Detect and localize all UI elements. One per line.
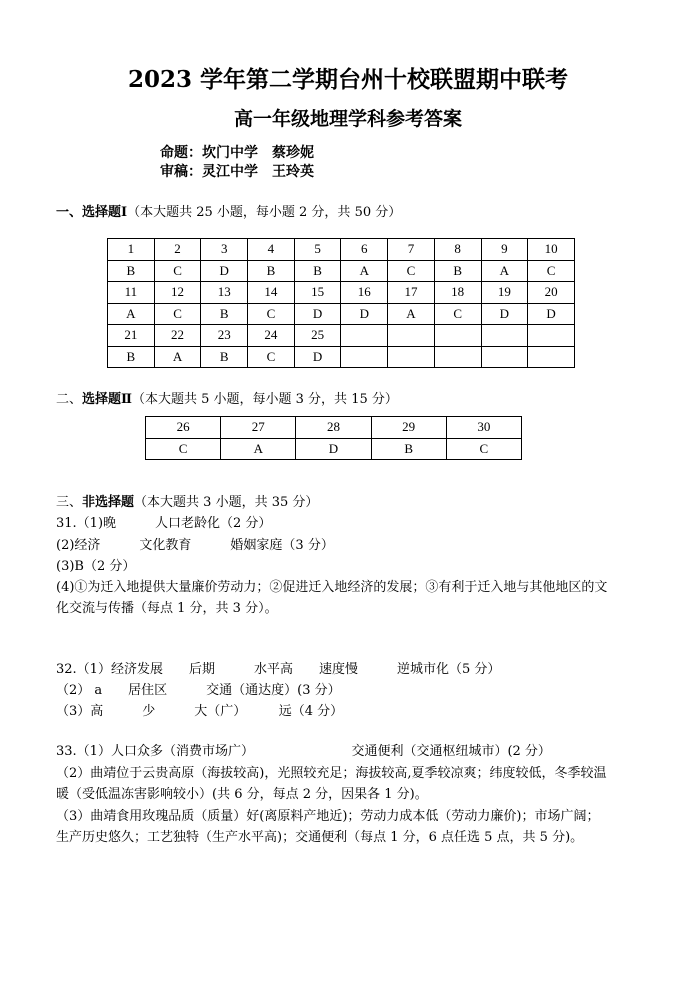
- question-number-cell: 18: [434, 282, 481, 304]
- answer-cell: A: [388, 303, 435, 325]
- q31-line: 31.（1)晚 人口老龄化（2 分）: [56, 516, 272, 531]
- answer-cell: B: [434, 260, 481, 282]
- question-number-cell: 11: [108, 282, 155, 304]
- answer-cell: B: [371, 438, 446, 460]
- answer-cell: B: [108, 346, 155, 368]
- answer-cell: [341, 346, 388, 368]
- answer-cell: C: [154, 260, 201, 282]
- answer-cell: D: [341, 303, 388, 325]
- section3-note: （本大题共 3 小题，共 35 分）: [134, 495, 319, 510]
- question-number-cell: 17: [388, 282, 435, 304]
- answer-cell: B: [201, 303, 248, 325]
- answer-cell: D: [481, 303, 528, 325]
- question-number-cell: 2: [154, 239, 201, 261]
- answer-row: [146, 438, 522, 460]
- answer-cell: C: [248, 346, 295, 368]
- section1-title: 一、选择题Ⅰ: [56, 205, 128, 220]
- answer-row: [108, 346, 575, 368]
- section2-prefix: 二、: [56, 392, 83, 407]
- answer-cell: A: [341, 260, 388, 282]
- question-number-cell: 20: [528, 282, 575, 304]
- answer-cell: A: [154, 346, 201, 368]
- q31-line: (3)B（2 分）: [56, 559, 136, 574]
- question-number-cell: 8: [434, 239, 481, 261]
- question-number-cell: 6: [341, 239, 388, 261]
- section1-heading: [56, 204, 401, 222]
- question-number-cell: 25: [294, 325, 341, 347]
- answer-cell: A: [221, 438, 296, 460]
- answer-cell: B: [201, 346, 248, 368]
- question-number-cell: 10: [528, 239, 575, 261]
- question-number-cell: [528, 325, 575, 347]
- question-number-cell: 9: [481, 239, 528, 261]
- answer-cell: D: [528, 303, 575, 325]
- q31-line: 化交流与传播（每点 1 分，共 3 分）。: [56, 601, 278, 616]
- section2-title: 选择题Ⅱ: [82, 392, 132, 407]
- q32-line: 32.（1）经济发展 后期 水平高 速度慢 逆城市化（5 分）: [56, 662, 501, 677]
- question-number-cell: 27: [221, 417, 296, 439]
- answer-cell: C: [388, 260, 435, 282]
- answer-cell: C: [446, 438, 521, 460]
- question-number-cell: 26: [146, 417, 221, 439]
- answer-cell: [481, 346, 528, 368]
- q33-line: 暖（受低温冻害影响较小）(共 6 分，每点 2 分，因果各 1 分)。: [56, 787, 428, 802]
- question-number-cell: 22: [154, 325, 201, 347]
- q33-line: 生产历史悠久；工艺独特（生产水平高)；交通便利（每点 1 分，6 点任选 5 点，共 5 分)。: [56, 830, 584, 845]
- question-number-cell: 12: [154, 282, 201, 304]
- question-number-cell: 28: [296, 417, 371, 439]
- answer-cell: [388, 346, 435, 368]
- reviewer-line: 审稿：灵江中学 王玲英: [160, 164, 314, 180]
- answer-cell: D: [294, 303, 341, 325]
- section1-note: （本大题共 25 小题，每小题 2 分，共 50 分）: [127, 205, 402, 220]
- answer-cell: C: [248, 303, 295, 325]
- answer-cell: D: [294, 346, 341, 368]
- q32-line: （3）高 少 大（广） 远（4 分）: [56, 704, 344, 719]
- question-number-cell: 5: [294, 239, 341, 261]
- section2-heading: [56, 391, 398, 409]
- answer-cell: A: [108, 303, 155, 325]
- question-number-cell: [341, 325, 388, 347]
- question-number-cell: 4: [248, 239, 295, 261]
- document-title: 2023 学年第二学期台州十校联盟期中联考: [127, 66, 569, 93]
- question-number-cell: [388, 325, 435, 347]
- q31-line: (4)①为迁入地提供大量廉价劳动力；②促进迁入地经济的发展；③有利于迁入地与其他地区的文: [56, 580, 608, 595]
- document-subtitle: 高一年级地理学科参考答案: [233, 108, 462, 130]
- question-number-cell: 16: [341, 282, 388, 304]
- section3-heading: [56, 494, 318, 512]
- question-number-cell: 15: [294, 282, 341, 304]
- q33-line: （3）曲靖食用玫瑰品质（质量）好(离原料产地近)；劳动力成本低（劳动力廉价)；市场广阔；: [56, 809, 600, 824]
- question-number-cell: 3: [201, 239, 248, 261]
- answer-cell: A: [481, 260, 528, 282]
- answer-cell: D: [296, 438, 371, 460]
- section3-title: 非选择题: [82, 495, 135, 510]
- section2-note: （本大题共 5 小题，每小题 3 分，共 15 分）: [131, 392, 398, 407]
- answer-row: [108, 303, 575, 325]
- question-number-cell: 21: [108, 325, 155, 347]
- answer-cell: B: [294, 260, 341, 282]
- question-number-row: [108, 239, 575, 261]
- q33-line: （2）曲靖位于云贵高原（海拔较高)，光照较充足；海拔较高,夏季较凉爽；纬度较低，冬季较温: [56, 766, 607, 781]
- answer-cell: C: [154, 303, 201, 325]
- question-number-cell: 30: [446, 417, 521, 439]
- question-number-cell: 1: [108, 239, 155, 261]
- question-number-cell: 13: [201, 282, 248, 304]
- answer-cell: D: [201, 260, 248, 282]
- question-number-cell: 7: [388, 239, 435, 261]
- question-number-row: [146, 417, 522, 439]
- answer-cell: C: [434, 303, 481, 325]
- answer-cell: [434, 346, 481, 368]
- author-line: 命题：坎门中学 蔡珍妮: [160, 145, 314, 161]
- question-number-cell: 19: [481, 282, 528, 304]
- q33-line: 33.（1）人口众多（消费市场广） 交通便利（交通枢纽城市）(2 分）: [56, 744, 551, 759]
- question-number-row: [108, 325, 575, 347]
- answer-cell: B: [248, 260, 295, 282]
- section1-answer-table: [107, 238, 575, 368]
- answer-cell: [528, 346, 575, 368]
- answer-cell: C: [528, 260, 575, 282]
- answer-cell: C: [146, 438, 221, 460]
- answer-cell: B: [108, 260, 155, 282]
- question-number-cell: [481, 325, 528, 347]
- question-number-cell: 24: [248, 325, 295, 347]
- question-number-row: [108, 282, 575, 304]
- section3-prefix: 三、: [56, 495, 83, 510]
- q31-line: (2)经济 文化教育 婚姻家庭（3 分）: [56, 538, 334, 553]
- question-number-cell: 23: [201, 325, 248, 347]
- question-number-cell: 29: [371, 417, 446, 439]
- section2-answer-table: [145, 416, 522, 460]
- q32-line: （2） a 居住区 交通（通达度）(3 分）: [56, 683, 341, 698]
- question-number-cell: 14: [248, 282, 295, 304]
- question-number-cell: [434, 325, 481, 347]
- answer-row: [108, 260, 575, 282]
